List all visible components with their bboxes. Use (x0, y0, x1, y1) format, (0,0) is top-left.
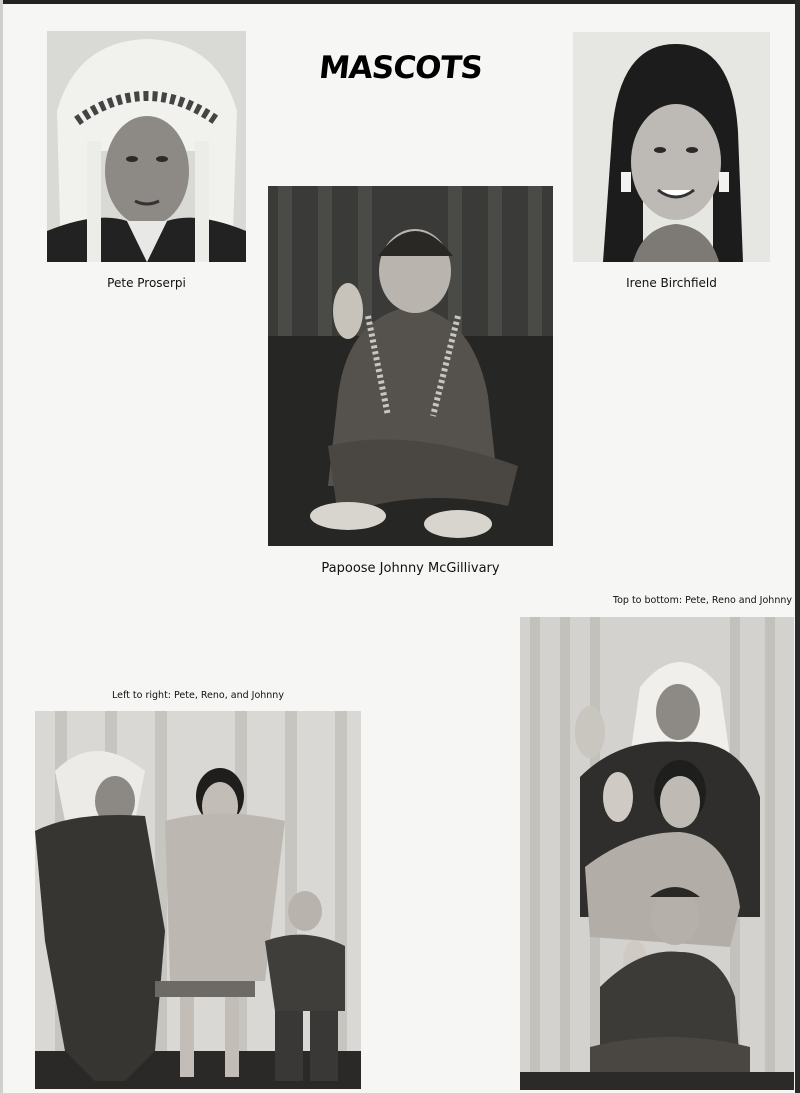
photo-group-top-to-bottom (520, 617, 794, 1090)
caption-johnny: Papoose Johnny McGillivary (321, 561, 500, 576)
caption-group-left: Left to right: Pete, Reno, and Johnny (112, 690, 284, 701)
photo-group-left-to-right (35, 711, 361, 1089)
caption-pete: Pete Proserpi (107, 276, 186, 290)
page-right-edge (795, 0, 800, 1093)
page-top-edge (0, 0, 800, 4)
photo-irene-portrait (573, 32, 770, 262)
page-title: MASCOTS (317, 50, 484, 86)
page-left-edge (0, 0, 3, 1093)
photo-johnny-papoose (268, 186, 553, 546)
caption-irene: Irene Birchfield (626, 276, 717, 290)
caption-group-right: Top to bottom: Pete, Reno and Johnny (612, 595, 792, 606)
photo-pete-portrait (47, 31, 246, 262)
